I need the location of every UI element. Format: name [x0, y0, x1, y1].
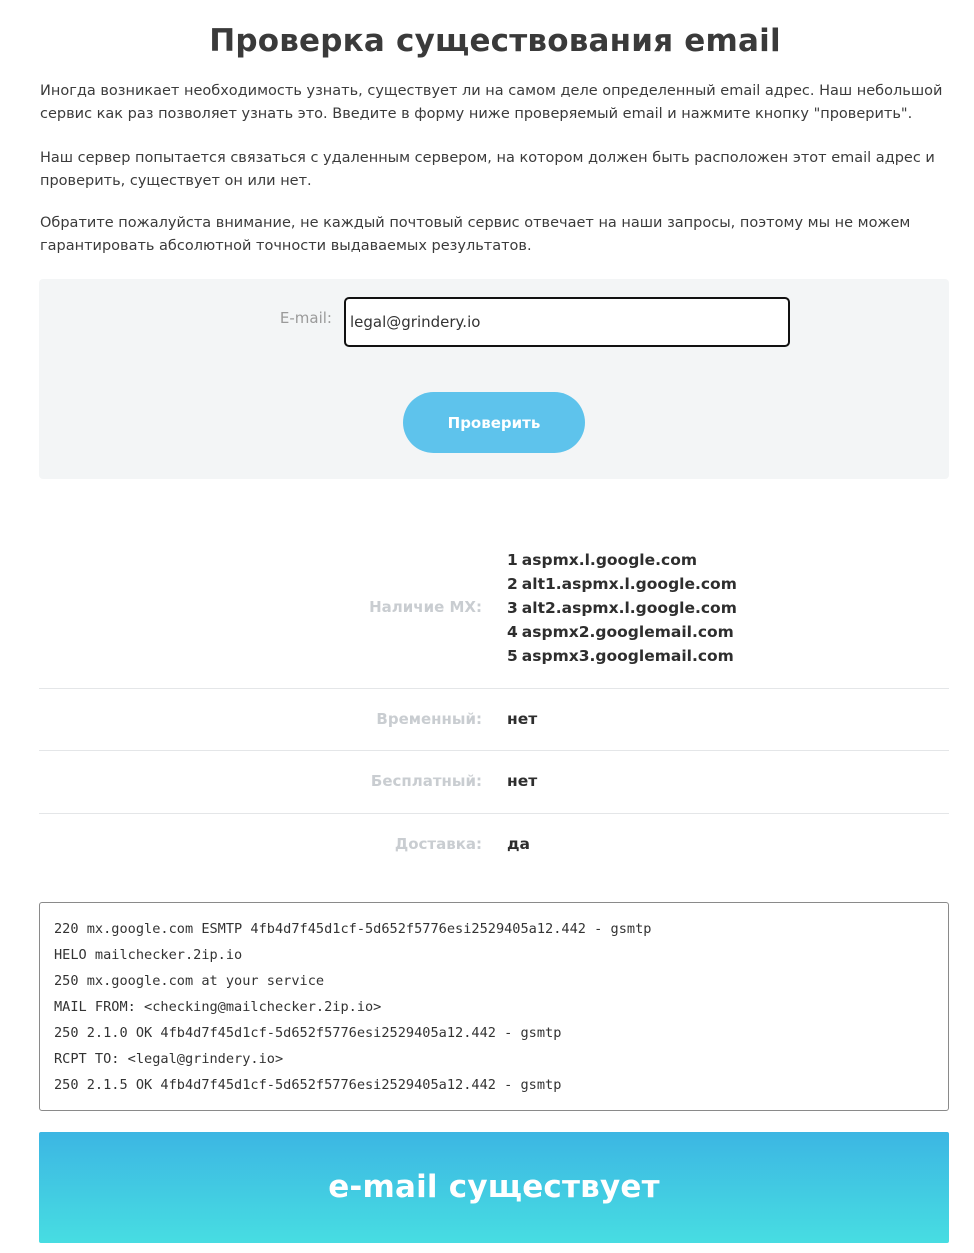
email-exists-banner: e-mail существует: [39, 1132, 949, 1243]
smtp-log-line: 250 mx.google.com at your service: [54, 973, 325, 989]
smtp-log-line: 250 2.1.0 OK 4fb4d7f45d1cf-5d652f5776esi2529405a12.442 - gsmtp: [54, 1025, 562, 1041]
email-check-form: [39, 279, 949, 479]
mx-record: [507, 572, 737, 596]
delivery-value: да: [507, 835, 530, 853]
mx-record-host: aspmx3.googlemail.com: [521, 647, 734, 665]
mx-record-number: 4: [507, 623, 518, 641]
mx-record-host: alt1.aspmx.l.google.com: [521, 575, 737, 593]
mx-records-list: [507, 548, 737, 668]
temporary-value: нет: [507, 710, 538, 728]
smtp-log[interactable]: [39, 902, 949, 1111]
mx-record: [507, 548, 737, 572]
mx-label: Наличие MX:: [369, 598, 482, 616]
result-row-free: [39, 750, 949, 813]
intro-paragraph-2: Наш сервер попытается связаться с удаленным сервером, на котором должен быть расположен этот email адрес и проверить, существует он или нет.: [40, 150, 935, 189]
temporary-label: Временный:: [376, 710, 482, 728]
mx-record-number: 2: [507, 575, 518, 593]
email-input[interactable]: [344, 297, 790, 347]
smtp-log-line: HELO mailchecker.2ip.io: [54, 947, 243, 963]
smtp-log-line: 250 2.1.5 OK 4fb4d7f45d1cf-5d652f5776esi2529405a12.442 - gsmtp: [54, 1077, 562, 1093]
smtp-log-line: RCPT TO: <legal@grindery.io>: [54, 1051, 284, 1067]
smtp-log-line: 220 mx.google.com ESMTP 4fb4d7f45d1cf-5d652f5776esi2529405a12.442 - gsmtp: [54, 921, 652, 937]
email-label: E-mail:: [279, 309, 332, 327]
result-row-mx: [39, 548, 949, 688]
free-value: нет: [507, 772, 538, 790]
smtp-log-line: MAIL FROM: <checking@mailchecker.2ip.io>: [54, 999, 382, 1015]
page-title: Проверка существования email: [209, 22, 781, 59]
mx-record-number: 5: [507, 647, 518, 665]
mx-record: [507, 596, 737, 620]
result-row-delivery: [39, 813, 949, 876]
result-row-temporary: [39, 688, 949, 750]
mx-record-host: alt2.aspmx.l.google.com: [521, 599, 737, 617]
intro-paragraph-1: Иногда возникает необходимость узнать, существует ли на самом деле определенный email адрес. Наш небольшой сервис как раз позволяет узнать это. Введите в форму ниже проверяемый email и нажмите кнопку "проверить".: [40, 83, 943, 122]
free-label: Бесплатный:: [370, 772, 482, 790]
mx-record: [507, 644, 737, 668]
mx-record-host: aspmx2.googlemail.com: [521, 623, 734, 641]
check-button[interactable]: Проверить: [403, 392, 585, 453]
mx-record: [507, 620, 737, 644]
mx-record-number: 3: [507, 599, 518, 617]
delivery-label: Доставка:: [394, 835, 482, 853]
intro-paragraph-3: Обратите пожалуйста внимание, не каждый почтовый сервис отвечает на наши запросы, поэтому мы не можем гарантировать абсолютной точности выдаваемых результатов.: [40, 215, 911, 254]
mx-record-number: 1: [507, 551, 518, 569]
mx-record-host: aspmx.l.google.com: [521, 551, 698, 569]
